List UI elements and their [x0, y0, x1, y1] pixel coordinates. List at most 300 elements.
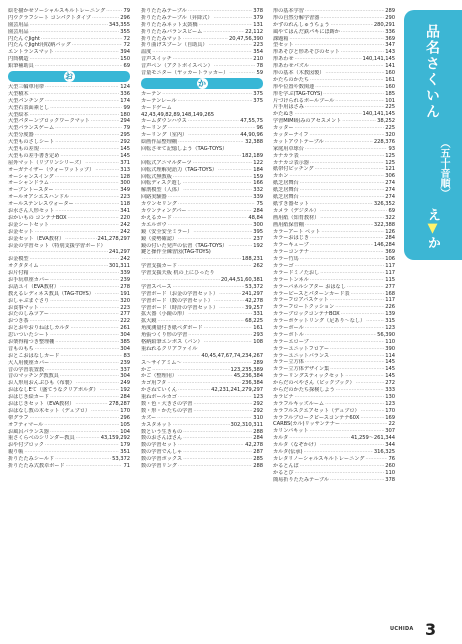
entry-term: おとこおはなしカード — [8, 352, 60, 359]
index-entry — [273, 8, 395, 15]
leader-dots — [295, 42, 385, 49]
entry-pages: 355 — [120, 28, 130, 35]
entry-term: おつき茶 — [8, 318, 29, 325]
entry-pages: 170 — [120, 407, 130, 414]
leader-dots — [50, 298, 119, 305]
entry-term: 大型石表面素とし — [8, 104, 50, 111]
leader-dots — [361, 408, 385, 415]
index-entry — [8, 201, 130, 208]
entry-term: 音声スイッチ — [141, 56, 172, 63]
index-entry — [273, 477, 395, 484]
entry-pages: 315 — [385, 318, 395, 325]
entry-pages: 125 — [385, 152, 395, 159]
leader-dots — [66, 463, 123, 470]
leader-dots — [228, 243, 252, 250]
entry-term: お話ユイ（EVA教材） — [8, 283, 59, 290]
entry-pages: 53,372 — [112, 456, 130, 463]
entry-pages: 83 — [123, 352, 130, 359]
entry-term: カラー竹馬 — [273, 256, 299, 263]
leader-dots — [75, 201, 120, 208]
leader-dots — [45, 98, 120, 105]
entry-term: 形あそびと形あそびのセット — [273, 49, 340, 56]
entry-pages: 284 — [385, 235, 395, 242]
leader-dots — [30, 256, 120, 263]
entry-term: 学習MIMI組みのアセスメント — [273, 118, 342, 125]
entry-term: カームダウンハウス — [141, 118, 187, 125]
entry-term: おたのしみツアー — [8, 311, 49, 318]
index-entry — [273, 84, 395, 91]
leader-dots — [70, 194, 119, 201]
entry-pages: 32,388 — [245, 139, 263, 146]
index-entry — [141, 298, 263, 305]
leader-dots — [70, 325, 119, 332]
leader-dots — [325, 70, 384, 77]
index-entry — [273, 187, 395, 194]
entry-pages: 242 — [120, 221, 130, 228]
entry-term: 角張つくり形の学習 — [141, 332, 188, 339]
entry-pages: 68,225 — [245, 318, 263, 325]
entry-pages: 379 — [253, 14, 263, 21]
index-entry — [141, 339, 263, 346]
index-entry — [273, 256, 395, 263]
index-entry — [141, 415, 263, 422]
entry-term: かご（整理用） — [141, 373, 177, 380]
index-entry — [141, 22, 263, 29]
entry-pages: 354 — [253, 49, 263, 56]
index-entry — [273, 339, 395, 346]
entry-pages: 344 — [385, 442, 395, 449]
index-entry — [273, 146, 395, 153]
entry-pages: 117 — [385, 262, 395, 269]
leader-dots — [178, 373, 233, 380]
index-entry — [273, 139, 395, 146]
leader-dots — [295, 470, 385, 477]
leader-dots — [305, 8, 384, 15]
entry-term: お楽得箱つき整理棚 — [8, 338, 55, 345]
leader-dots — [289, 173, 384, 180]
leader-dots — [183, 360, 253, 367]
leader-dots — [310, 160, 384, 167]
leader-dots — [50, 105, 122, 112]
index-entry — [273, 297, 395, 304]
entry-pages: 226 — [385, 304, 395, 311]
index-entry — [141, 125, 263, 132]
entry-term: 風やてはんだ鉄パキにほ鋳か — [273, 28, 340, 35]
entry-term: 園芸用品 — [8, 21, 29, 28]
entry-term: 重ねボールカゴ — [141, 394, 177, 401]
entry-term: 画用紙（知育教材） — [273, 214, 320, 221]
leader-dots — [229, 70, 255, 77]
entry-pages: 179 — [120, 442, 130, 449]
index-entry — [8, 194, 130, 201]
entry-term: カラードミノたおし — [273, 269, 320, 276]
entry-pages: 117 — [385, 297, 395, 304]
entry-term: からだのべやさん（ピックブック） — [273, 380, 355, 387]
leader-dots — [315, 166, 385, 173]
index-entry — [273, 291, 395, 298]
leader-dots — [351, 291, 385, 298]
leader-dots — [336, 387, 385, 394]
index-entry — [273, 332, 395, 339]
entry-term: カラフルブロークピースコンテナ60X — [273, 414, 360, 421]
leader-dots — [76, 380, 119, 387]
entry-pages: 289 — [385, 8, 395, 14]
leader-dots — [50, 360, 119, 367]
entry-pages: 161 — [253, 325, 263, 332]
entry-pages: 96 — [256, 125, 263, 132]
entry-pages: 117 — [385, 269, 395, 276]
entry-term: オーシャンドラム — [8, 180, 49, 187]
leader-dots — [173, 422, 230, 429]
leader-dots — [188, 332, 252, 339]
leader-dots — [341, 311, 385, 318]
leader-dots — [330, 366, 384, 373]
entry-pages: 294 — [120, 118, 130, 125]
entry-pages: 261 — [120, 325, 130, 332]
leader-dots — [193, 229, 252, 236]
entry-pages: 40,45,47,67,74,234,267 — [201, 352, 263, 359]
entry-pages: 145 — [385, 359, 395, 366]
index-entry — [8, 332, 130, 339]
index-entry — [273, 470, 395, 477]
entry-term: カラーゴ — [273, 262, 294, 269]
entry-pages: 220 — [120, 214, 130, 221]
entry-pages: 277 — [385, 283, 395, 290]
entry-pages: 150 — [120, 56, 130, 63]
leader-dots — [162, 91, 252, 98]
index-entry — [141, 194, 263, 201]
entry-term: おしゃぶまぐさり — [8, 297, 50, 304]
entry-pages: 145 — [120, 152, 130, 159]
index-entry — [141, 387, 263, 394]
entry-pages: 146,284 — [373, 242, 395, 249]
entry-pages: 280,291 — [373, 21, 395, 28]
leader-dots — [305, 332, 376, 339]
entry-pages: 285 — [253, 456, 263, 463]
index-entry — [273, 132, 395, 139]
entry-pages: 123,235,389 — [230, 366, 263, 373]
leader-dots — [95, 167, 119, 174]
entry-term: 大型パターンブロックワークマット — [8, 118, 90, 125]
entry-term: 形あわせパズル — [273, 63, 309, 70]
index-entry — [8, 229, 130, 236]
entry-term: おはじき絵カード — [8, 394, 50, 401]
index-entry — [141, 422, 263, 429]
entry-term: 学習ボード（時計の学習セット） — [141, 304, 219, 311]
entry-term: エントランスマット — [8, 49, 54, 56]
entry-term: おはなし教の木セット（デュプロ） — [8, 407, 91, 414]
leader-dots — [330, 353, 384, 360]
leader-dots — [76, 435, 100, 442]
index-entry — [8, 429, 130, 436]
index-entry — [141, 105, 263, 112]
leader-dots — [305, 325, 385, 332]
entry-pages: 128 — [120, 173, 130, 180]
index-entry — [141, 215, 263, 222]
entry-term: カウンセリング — [141, 201, 177, 208]
entry-pages: 104 — [120, 428, 130, 435]
entry-term: かるとび — [273, 469, 294, 476]
index-entry — [273, 387, 395, 394]
entry-term: 重ねれるクリアファイル — [141, 345, 198, 352]
index-entry — [141, 353, 263, 360]
index-entry — [141, 380, 263, 387]
entry-pages: 105 — [120, 421, 130, 428]
entry-term: 紙芝居舞台 — [273, 180, 299, 187]
index-entry — [273, 215, 395, 222]
leader-dots — [30, 29, 120, 36]
leader-dots — [65, 236, 96, 243]
index-entry — [8, 112, 130, 119]
leader-dots — [193, 408, 252, 415]
entry-term: 折りたたみネット太鼓橋 — [141, 21, 198, 28]
leader-dots — [50, 222, 119, 229]
entry-term: 鏡（安全安全ミラー） — [141, 228, 193, 235]
entry-pages: 284 — [120, 394, 130, 401]
entry-pages: 69 — [388, 207, 395, 214]
entry-term: カレタリノーシャルスキルトレーニング — [273, 455, 365, 462]
entry-term: お食事マット — [8, 304, 39, 311]
section-header — [8, 71, 130, 82]
entry-term: お金シートセット — [8, 221, 49, 228]
leader-dots — [100, 387, 120, 394]
section-header — [141, 78, 263, 89]
entry-pages: 301,311 — [108, 263, 130, 270]
entry-pages: 292 — [253, 407, 263, 414]
entry-pages: 339 — [253, 194, 263, 201]
entry-term: 片づけられるボールプール — [273, 97, 335, 104]
leader-dots — [320, 208, 388, 215]
entry-term: カラーボール — [273, 324, 304, 331]
entry-pages: 38,252 — [377, 118, 395, 125]
entry-term: 形の基本学習 — [273, 8, 304, 14]
index-entry — [273, 249, 395, 256]
leader-dots — [40, 263, 108, 270]
leader-dots — [152, 49, 252, 56]
index-entry — [141, 318, 263, 325]
index-entry — [141, 284, 263, 291]
leader-dots — [305, 222, 373, 229]
index-entry — [273, 415, 395, 422]
entry-term: オールステンレスウォーター — [8, 201, 74, 208]
index-entry — [141, 373, 263, 380]
index-entry — [141, 180, 263, 187]
entry-term: カルタ（なぞかけ） — [273, 442, 320, 449]
index-entry — [273, 318, 395, 325]
entry-pages: 166 — [253, 180, 263, 187]
entry-term: 型セット — [273, 42, 294, 49]
entry-term: 形あわせ — [273, 56, 294, 63]
entry-pages: 307 — [385, 428, 395, 435]
entry-pages: 79 — [123, 8, 130, 14]
entry-pages: 262 — [253, 263, 263, 270]
leader-dots — [50, 394, 119, 401]
index-entry — [141, 346, 263, 353]
index-entry — [141, 208, 263, 215]
entry-pages: 126 — [385, 228, 395, 235]
leader-dots — [183, 456, 252, 463]
entry-pages: 378 — [385, 476, 395, 483]
entry-pages: 223 — [120, 194, 130, 201]
entry-term: 鏡（姿勢確認） — [141, 235, 177, 242]
entry-term: カラフルスクエアセット（デュプロ） — [273, 407, 360, 414]
leader-dots — [310, 63, 384, 70]
entry-term: 折りたたみ式教卓ボード — [8, 463, 65, 469]
entry-pages: 145 — [120, 146, 130, 153]
leader-dots — [167, 380, 241, 387]
entry-term: 絵画作品整理棚 — [141, 139, 177, 146]
entry-pages: 284 — [253, 208, 263, 215]
index-entry — [141, 249, 263, 256]
range-end-letter: か — [425, 236, 440, 249]
index-entry — [273, 235, 395, 242]
entry-pages: 143 — [385, 49, 395, 56]
entry-pages: 168 — [385, 290, 395, 297]
index-entry — [141, 36, 263, 43]
leader-dots — [92, 15, 119, 22]
entry-term: カウンティングバー — [141, 208, 187, 215]
entry-pages: 140,141,145 — [362, 56, 395, 63]
entry-term: 紙すき器セット — [273, 200, 309, 207]
entry-term: カードゲーム — [141, 104, 172, 111]
entry-pages: 188,231 — [241, 256, 263, 263]
leader-dots — [106, 8, 122, 15]
leader-dots — [55, 125, 122, 132]
index-entry — [141, 311, 263, 318]
leader-dots — [330, 477, 384, 484]
index-entry — [141, 229, 263, 236]
entry-pages: 289 — [253, 359, 263, 366]
leader-dots — [67, 215, 119, 222]
index-entry — [8, 291, 130, 298]
entry-pages: 139 — [385, 311, 395, 318]
entry-pages: 169 — [385, 414, 395, 421]
leader-dots — [305, 359, 384, 366]
index-entry — [141, 277, 263, 284]
entry-pages: 121 — [385, 166, 395, 173]
leader-dots — [204, 339, 253, 346]
section-letter: お — [65, 72, 73, 82]
index-entry — [273, 408, 395, 415]
index-entry — [8, 236, 130, 243]
leader-dots — [50, 277, 119, 284]
leader-dots — [309, 132, 384, 139]
index-entry — [273, 277, 395, 284]
index-entry — [8, 284, 130, 291]
leader-dots — [300, 256, 385, 263]
entry-pages: 53,372 — [245, 283, 263, 290]
leader-dots — [320, 215, 384, 222]
entry-pages: 140,141,145 — [362, 111, 395, 118]
leader-dots — [366, 318, 384, 325]
leader-dots — [55, 339, 119, 346]
index-entry — [273, 304, 395, 311]
index-entry — [8, 132, 130, 139]
index-entry — [273, 435, 395, 442]
entry-term: 回転ディスク遊し — [141, 180, 182, 187]
index-entry — [8, 167, 130, 174]
entry-term: お人形用おんぶひも（布製） — [8, 380, 75, 387]
leader-dots — [178, 442, 244, 449]
entry-term: 園芸用品 — [8, 28, 29, 35]
leader-dots — [295, 125, 385, 132]
index-entry — [273, 29, 395, 36]
leader-dots — [310, 235, 384, 242]
leader-dots — [219, 305, 244, 312]
leader-dots — [30, 56, 120, 63]
leader-dots — [60, 373, 119, 380]
entry-pages: 241,297 — [241, 290, 263, 297]
entry-term: オーガナイザー（ウォーワットップ） — [8, 166, 95, 173]
leader-dots — [45, 367, 119, 374]
entry-term: カラートンネル — [273, 276, 309, 283]
entry-term: カラーエローブ — [273, 338, 309, 345]
entry-pages: 110 — [385, 338, 395, 345]
index-entry — [273, 173, 395, 180]
entry-term: カラーフロアバスケット — [273, 297, 329, 304]
index-entry — [273, 42, 395, 49]
entry-pages: 306 — [385, 173, 395, 180]
entry-term: 数の学習ボックス — [141, 456, 183, 463]
leader-dots — [193, 401, 252, 408]
entry-term: 温度 — [141, 49, 152, 56]
entry-pages: 76 — [388, 455, 395, 462]
entry-pages: 336 — [385, 28, 395, 35]
index-entry — [8, 125, 130, 132]
leader-dots — [142, 277, 220, 284]
index-entry — [273, 428, 395, 435]
leader-dots — [188, 311, 252, 318]
index-entry — [141, 187, 263, 194]
index-entry — [141, 139, 263, 146]
entry-term: 紙帯付ピッチング — [273, 166, 314, 173]
entry-pages: 44,90,96 — [240, 132, 263, 139]
index-entry — [8, 36, 130, 43]
index-entry — [8, 380, 130, 387]
entry-term: 数の学習リング — [141, 463, 177, 469]
entry-term: 鉛筆補助具 — [8, 63, 34, 70]
index-title: 品名さくいん — [424, 24, 440, 120]
entry-pages: 174 — [120, 97, 130, 104]
entry-term: 家庭用卓球台 — [273, 145, 304, 152]
entry-pages: 123 — [385, 400, 395, 407]
entry-pages: 284 — [253, 435, 263, 442]
index-entry — [8, 318, 130, 325]
entry-pages: 300 — [253, 221, 263, 228]
entry-pages: 288 — [253, 463, 263, 469]
entry-term: カホン — [273, 173, 289, 180]
entry-term: カメラ（デジタル） — [273, 207, 319, 214]
entry-pages: 313 — [120, 166, 130, 173]
entry-term: 折りたたみバランスビーム — [141, 28, 203, 35]
entry-term: 大型ものさしシート — [8, 139, 55, 146]
index-entry — [273, 180, 395, 187]
entry-term: カッター — [273, 125, 294, 132]
entry-term: 円筒構造 — [8, 56, 29, 63]
entry-term: カラーピースとパターンカード表 — [273, 290, 350, 297]
index-entry — [273, 366, 395, 373]
entry-pages: 71 — [123, 463, 130, 469]
entry-pages: 274 — [385, 187, 395, 194]
entry-term: 画用紙保管棚 — [273, 221, 304, 228]
entry-pages: 48,84 — [248, 214, 263, 221]
leader-dots — [187, 208, 252, 215]
entry-term: カラーキューブ — [273, 242, 309, 249]
entry-pages: 336 — [120, 90, 130, 97]
leader-dots — [55, 208, 119, 215]
entry-term: カラーフロートクッション — [273, 304, 335, 311]
entry-term: 数の学習でんしゃ — [141, 449, 183, 456]
